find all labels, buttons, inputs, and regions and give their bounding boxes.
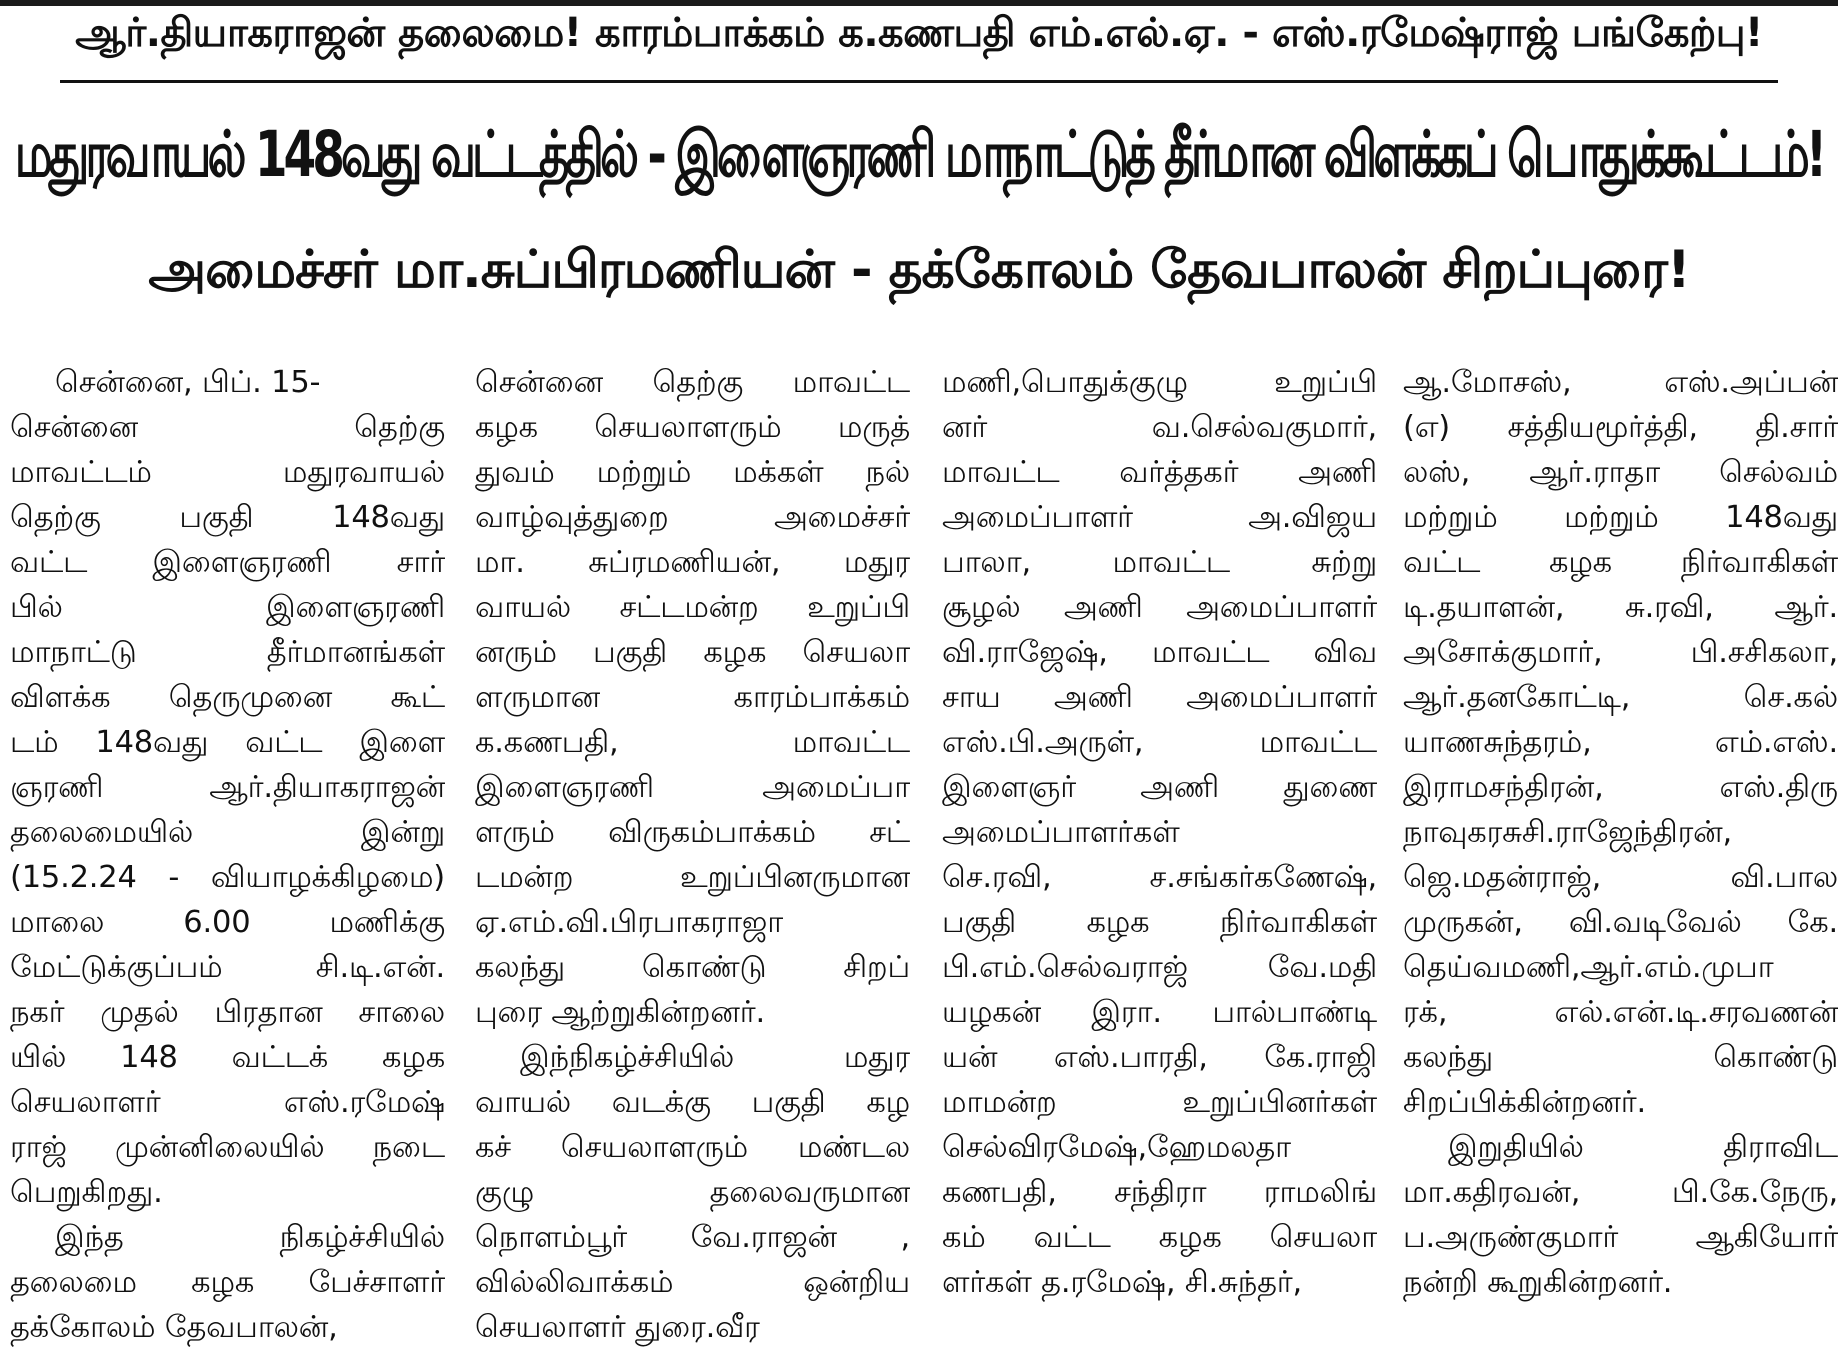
article-line: வாயல் வடக்கு பகுதி கழ [475, 1085, 910, 1120]
article-line: பி.எம்.செல்வராஜ் வே.மதி [942, 950, 1377, 985]
article-line: டமன்ற உறுப்பினருமான [475, 860, 910, 895]
article-line: வட்ட கழக நிர்வாகிகள் [1403, 545, 1838, 580]
article-line: பெறுகிறது. [10, 1175, 163, 1210]
article-line: யில் 148 வட்டக் கழக [10, 1040, 445, 1075]
article-line: ரக், எல்.என்.டி.சரவணன் [1403, 995, 1838, 1030]
article-line: சூழல் அணி அமைப்பாளர் [942, 590, 1377, 625]
article-line: துவம் மற்றும் மக்கள் நல் [475, 455, 910, 490]
article-line: நொளம்பூர் வே.ராஜன் , [475, 1220, 910, 1255]
article-line: மா. சுப்ரமணியன், மதுர [475, 545, 910, 580]
article-line: னரும் பகுதி கழக செயலா [475, 635, 910, 670]
article-line: மணி,பொதுக்குழு உறுப்பி [942, 365, 1377, 400]
article-line: ஏ.எம்.வி.பிரபாகராஜா [475, 905, 784, 940]
article-line: செயலாளர் எஸ்.ரமேஷ் [10, 1085, 445, 1120]
subheadline: அமைச்சர் மா.சுப்பிரமணியன் - தக்கோலம் தேவபாலன் சிறப்புரை! [148, 240, 1690, 300]
article-line: செல்விரமேஷ்,ஹேமலதா [942, 1130, 1291, 1165]
article-line: அமைப்பாளர் அ.விஜய [942, 500, 1377, 535]
article-line: மாநாட்டு தீர்மானங்கள் [10, 635, 445, 670]
article-line: அசோக்குமார், பி.சசிகலா, [1403, 635, 1838, 670]
article-line: தெற்கு பகுதி 148வது [10, 500, 445, 535]
article-line: நாவுகரசுசி.ராஜேந்திரன், [1403, 815, 1733, 850]
article-line: வட்ட இளைஞரணி சார் [10, 545, 445, 580]
article-line: மற்றும் மற்றும் 148வது [1403, 500, 1838, 535]
article-column-2 [475, 360, 910, 1350]
article-line: இந்நிகழ்ச்சியில் மதுர [520, 1040, 910, 1075]
article-line: தலைமையில் இன்று [10, 815, 445, 850]
article-line: சிறப்பிக்கின்றனர். [1403, 1085, 1647, 1120]
article-line: ளர்கள் த.ரமேஷ், சி.சுந்தர், [942, 1265, 1302, 1300]
article-line: பில் இளைஞரணி [10, 590, 445, 625]
article-line: யாணசுந்தரம், எம்.எஸ். [1403, 725, 1838, 760]
headline: மதுரவாயல் 148வது வட்டத்தில் - இளைஞரணி மாநாட்டுத் தீர்மான விளக்கப் பொதுக்கூட்டம்! [14, 118, 1824, 193]
article-line: மாவட்ட வர்த்தகர் அணி [942, 455, 1377, 490]
article-line: ளருமான காரம்பாக்கம் [475, 680, 910, 715]
article-line: லஸ், ஆர்.ராதா செல்வம் [1403, 455, 1838, 490]
article-line: ஞரணி ஆர்.தியாகராஜன் [10, 770, 445, 805]
article-line: இளைஞர் அணி துணை [942, 770, 1377, 805]
article-line: இராமசந்திரன், எஸ்.திரு [1403, 770, 1838, 805]
article-column-4 [1403, 360, 1838, 1305]
article-line: கணபதி, சந்திரா ராமலிங் [942, 1175, 1377, 1210]
article-line: னர் வ.செல்வகுமார், [942, 410, 1377, 445]
article-line: ராஜ் முன்னிலையில் நடை [10, 1130, 445, 1165]
article-line: டம் 148வது வட்ட இளை [10, 725, 445, 760]
article-line: மேட்டுக்குப்பம் சி.டி.என். [10, 950, 445, 985]
article-line: (எ) சத்தியமூர்த்தி, தி.சார் [1403, 410, 1838, 445]
article-line: தெய்வமணி,ஆர்.எம்.முபா [1403, 950, 1774, 985]
article-line: சென்னை தெற்கு மாவட்ட [475, 365, 910, 400]
article-line: சென்னை, பிப். 15- [55, 365, 321, 400]
article-line: மாமன்ற உறுப்பினர்கள் [942, 1085, 1377, 1120]
article-line: ப.அருண்குமார் ஆகியோர் [1403, 1220, 1838, 1255]
article-line: வில்லிவாக்கம் ஒன்றிய [475, 1265, 910, 1300]
article-line: டி.தயாளன், சு.ரவி, ஆர். [1403, 590, 1838, 625]
article-column-1 [10, 360, 445, 1350]
article-line: மாவட்டம் மதுரவாயல் [10, 455, 445, 490]
article-line: வாழ்வுத்துறை அமைச்சர் [475, 500, 910, 535]
article-line: தலைமை கழக பேச்சாளர் [10, 1265, 445, 1300]
article-line: வாயல் சட்டமன்ற உறுப்பி [475, 590, 910, 625]
top-rule [0, 0, 1838, 6]
article-line: யழகன் இரா. பால்பாண்டி [942, 995, 1377, 1030]
article-line: ஆ.மோசஸ், எஸ்.அப்பன் [1403, 365, 1838, 400]
article-line: முருகன், வி.வடிவேல் கே. [1403, 905, 1838, 940]
article-line: குழு தலைவருமான [475, 1175, 910, 1210]
article-line: நகர் முதல் பிரதான சாலை [10, 995, 445, 1030]
article-line: எஸ்.பி.அருள், மாவட்ட [942, 725, 1377, 760]
article-line: கச் செயலாளரும் மண்டல [475, 1130, 910, 1165]
article-line: நன்றி கூறுகின்றனர். [1403, 1265, 1673, 1300]
article-line: தக்கோலம் தேவபாலன், [10, 1310, 338, 1345]
article-line: விளக்க தெருமுனை கூட் [10, 680, 445, 715]
article-line: மாலை 6.00 மணிக்கு [10, 905, 445, 940]
article-line: இறுதியில் திராவிட [1448, 1130, 1838, 1165]
article-line: இந்த நிகழ்ச்சியில் [55, 1220, 445, 1255]
article-line: கம் வட்ட கழக செயலா [942, 1220, 1377, 1255]
article-line: செ.ரவி, ச.சங்கர்கணேஷ், [942, 860, 1377, 895]
article-line: மா.கதிரவன், பி.கே.நேரு, [1403, 1175, 1838, 1210]
kicker-underline [60, 80, 1778, 83]
article-line: சாய அணி அமைப்பாளர் [942, 680, 1377, 715]
article-line: ஜெ.மதன்ராஜ், வி.பால [1403, 860, 1838, 895]
article-line: பாலா, மாவட்ட சுற்று [942, 545, 1377, 580]
article-line: சென்னை தெற்கு [10, 410, 445, 445]
article-column-3 [942, 360, 1377, 1305]
article-line: இளைஞரணி அமைப்பா [475, 770, 910, 805]
kicker-line: ஆர்.தியாகராஜன் தலைமை! காரம்பாக்கம் க.கணபதி எம்.எல்.ஏ. - எஸ்.ரமேஷ்ராஜ் பங்கேற்பு! [75, 10, 1763, 56]
article-line: ளரும் விருகம்பாக்கம் சட் [475, 815, 910, 850]
article-line: பகுதி கழக நிர்வாகிகள் [942, 905, 1377, 940]
article-line: செயலாளர் துரை.வீர [475, 1310, 760, 1345]
article-line: (15.2.24 - வியாழக்கிழமை) [10, 860, 445, 895]
article-line: வி.ராஜேஷ், மாவட்ட விவ [942, 635, 1377, 670]
article-line: கலந்து கொண்டு சிறப் [475, 950, 910, 985]
article-line: யன் எஸ்.பாரதி, கே.ராஜி [942, 1040, 1377, 1075]
article-line: புரை ஆற்றுகின்றனர். [475, 995, 765, 1030]
article-line: அமைப்பாளர்கள் [942, 815, 1180, 850]
article-line: கழக செயலாளரும் மருத் [475, 410, 910, 445]
article-line: கலந்து கொண்டு [1403, 1040, 1838, 1075]
article-line: ஆர்.தனகோட்டி, செ.கல் [1403, 680, 1838, 715]
article-line: க.கணபதி, மாவட்ட [475, 725, 910, 760]
